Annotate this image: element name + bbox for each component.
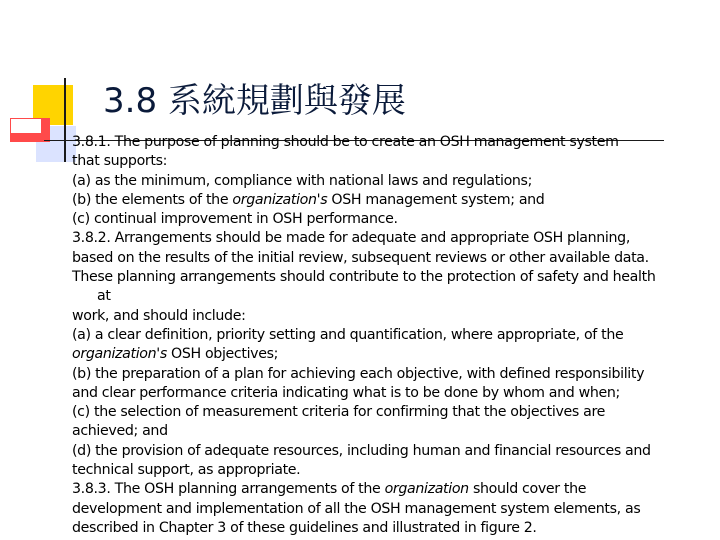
title-text: 系統規劃與發展 [167,81,406,121]
body-line: (a) as the minimum, compliance with national laws and regulations; [72,172,533,189]
italic-term: organization's [232,191,328,208]
body-line: described in Chapter 3 of these guidelines and illustrated in figure 2. [72,519,537,536]
text-run: OSH management system; and [327,191,545,208]
body-line [72,345,692,364]
decor-vertical-line [64,78,66,162]
body-line: (c) the selection of measurement criteria for confirming that the objectives are [72,404,605,421]
text-run: (b) the elements of the [72,191,233,208]
body-line: (a) a clear definition, priority setting and quantification, where appropriate, of the [72,326,624,343]
body-line: These planning arrangements should contribute to the protection of safety and health [72,269,656,286]
italic-term: organization's [72,346,167,363]
slide-title [103,76,406,126]
body-line: technical support, as appropriate. [72,462,301,479]
text-run: 3.8.3. The OSH planning arrangements of the [72,481,385,498]
italic-term: organization [384,481,469,498]
body-line: (c) continual improvement in OSH performance. [72,211,398,228]
body-line: and clear performance criteria indicating what is to be done by whom and when; [72,384,620,401]
text-run: OSH objectives; [166,346,279,363]
body-line [72,480,692,499]
body-line: based on the results of the initial review, subsequent reviews or other available data. [72,249,649,266]
body-line [72,191,692,210]
body-text [72,133,692,538]
body-line: at [97,288,111,305]
body-line: that supports: [72,153,168,170]
body-line: 3.8.1. The purpose of planning should be to create an OSH management system [72,134,619,150]
body-line: (b) the preparation of a plan for achieving each objective, with defined responsibility [72,365,645,382]
body-line: achieved; and [72,423,168,440]
body-line: work, and should include: [72,307,246,324]
body-line: 3.8.2. Arrangements should be made for adequate and appropriate OSH planning, [72,230,630,247]
title-number: 3.8 [103,81,158,121]
decor-red-square [10,118,50,142]
body-line: (d) the provision of adequate resources, including human and financial resources and [72,442,651,459]
text-run: should cover the [468,481,587,498]
body-line: development and implementation of all the OSH management system elements, as [72,500,641,517]
